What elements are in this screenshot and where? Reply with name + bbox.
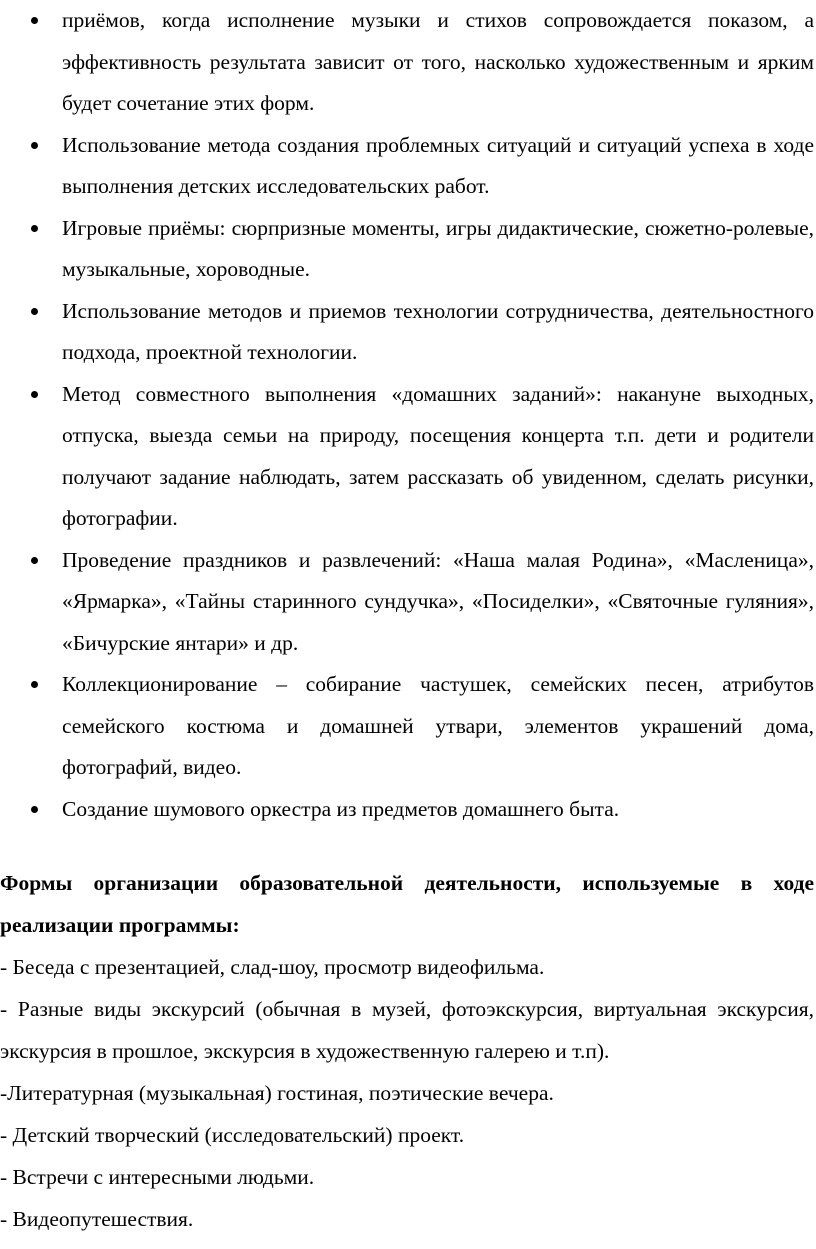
list-item-text: Игровые приёмы: сюрпризные моменты, игры дидактические, сюжетно-ролевые, музыкальные, хороводные. xyxy=(62,215,814,281)
bullet-icon xyxy=(31,17,38,24)
list-item-text: Коллекционирование – собирание частушек, семейских песен, атрибутов семейского костюма и домашней утвари, элементов украшений дома, фотографий, видео. xyxy=(62,672,814,779)
list-item xyxy=(0,664,816,789)
forms-list-item: - Встречи с интересными людьми. xyxy=(0,1165,315,1189)
list-item-text: Метод совместного выполнения «домашних заданий»: накануне выходных, отпуска, выезда семьи на природу, посещения концерта т.п. дети и родители получают задание наблюдать, затем рассказать об увиденном, сделать рисунки, фотографии. xyxy=(62,381,814,530)
forms-list-item: -Литературная (музыкальная) гостиная, поэтические вечера. xyxy=(0,1081,554,1105)
forms-list-item: - Детский творческий (исследовательский) проект. xyxy=(0,1123,465,1147)
section-heading: Формы организации образовательной деятельности, используемые в ходе реализации программы: xyxy=(0,871,814,937)
list-item-text: Проведение праздников и развлечений: «Наша малая Родина», «Масленица», «Ярмарка», «Тайны старинного сундучка», «Посиделки», «Святочные гуляния», «Бичурские янтари» и др. xyxy=(62,547,814,655)
bullet-icon xyxy=(31,142,38,149)
forms-list-item: - Разные виды экскурсий (обычная в музей, фотоэкскурсия, виртуальная экскурсия, экскурсия в прошлое, экскурсия в художественную галерею и т.п). xyxy=(0,997,814,1063)
bullet-icon xyxy=(31,681,38,688)
list-item xyxy=(0,291,816,374)
list-item xyxy=(0,789,816,831)
bullet-icon xyxy=(31,308,38,315)
bullet-icon xyxy=(31,557,38,564)
list-item-text: Использование метода создания проблемных ситуаций и ситуаций успеха в ходе выполнения детских исследовательских работ. xyxy=(62,132,814,198)
list-item xyxy=(0,0,816,125)
forms-list-item: - Беседа с презентацией, слад-шоу, просмотр видеофильма. xyxy=(0,955,545,979)
list-item-text: Создание шумового оркестра из предметов домашнего быта. xyxy=(62,796,620,821)
bullet-icon xyxy=(31,806,38,813)
list-item-text: Использование методов и приемов технологии сотрудничества, деятельностного подхода, проектной технологии. xyxy=(62,298,814,364)
bullet-icon xyxy=(31,391,38,398)
list-item-text: приёмов, когда исполнение музыки и стихов сопровождается показом, а эффективность результата зависит от того, насколько художественным и ярким будет сочетание этих форм. xyxy=(62,8,814,115)
list-item xyxy=(0,208,816,291)
list-item xyxy=(0,374,816,540)
forms-section xyxy=(0,862,814,1240)
forms-list-item: - Видеопутешествия. xyxy=(0,1207,194,1231)
list-item xyxy=(0,540,816,665)
list-item xyxy=(0,125,816,208)
bullet-icon xyxy=(31,225,38,232)
